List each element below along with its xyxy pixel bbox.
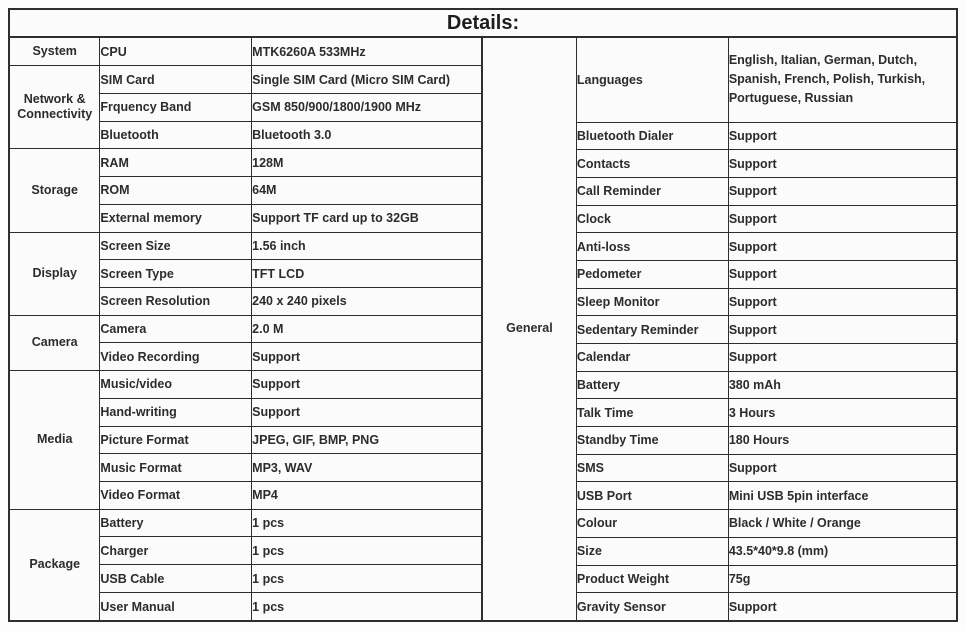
- spec-label: ROM: [100, 177, 252, 205]
- table-row: [10, 149, 482, 177]
- spec-label: Picture Format: [100, 426, 252, 454]
- spec-value: 1.56 inch: [252, 232, 482, 260]
- spec-label: Frquency Band: [100, 93, 252, 121]
- category-cell-network: Network & Connectivity: [10, 66, 100, 149]
- spec-value: Support: [252, 398, 482, 426]
- spec-value: MP3, WAV: [252, 454, 482, 482]
- spec-value: TFT LCD: [252, 260, 482, 288]
- spec-label: Screen Type: [100, 260, 252, 288]
- spec-label: SIM Card: [100, 66, 252, 94]
- spec-label: Bluetooth Dialer: [576, 122, 728, 150]
- spec-value: Single SIM Card (Micro SIM Card): [252, 66, 482, 94]
- spec-value: Bluetooth 3.0: [252, 121, 482, 149]
- spec-value: 2.0 M: [252, 315, 482, 343]
- spec-value: MTK6260A 533MHz: [252, 38, 482, 66]
- spec-label: RAM: [100, 149, 252, 177]
- spec-label: Bluetooth: [100, 121, 252, 149]
- spec-label: Anti-loss: [576, 233, 728, 261]
- spec-value: Support: [728, 288, 956, 316]
- spec-value: Support: [728, 122, 956, 150]
- spec-value: GSM 850/900/1800/1900 MHz: [252, 93, 482, 121]
- category-cell-media: Media: [10, 371, 100, 510]
- category-cell-package: Package: [10, 509, 100, 620]
- spec-label: Colour: [576, 510, 728, 538]
- category-cell-camera: Camera: [10, 315, 100, 370]
- spec-value: Support: [728, 344, 956, 372]
- table-row: [10, 509, 482, 537]
- spec-label: Hand-writing: [100, 398, 252, 426]
- spec-value: 1 pcs: [252, 509, 482, 537]
- spec-label: Product Weight: [576, 565, 728, 593]
- spec-value: 240 x 240 pixels: [252, 287, 482, 315]
- spec-label: Standby Time: [576, 427, 728, 455]
- spec-value: 75g: [728, 565, 956, 593]
- spec-value: JPEG, GIF, BMP, PNG: [252, 426, 482, 454]
- spec-label: Talk Time: [576, 399, 728, 427]
- table-row: [10, 232, 482, 260]
- spec-label: Sleep Monitor: [576, 288, 728, 316]
- spec-label: Battery: [100, 509, 252, 537]
- spec-value: 3 Hours: [728, 399, 956, 427]
- category-cell-system: System: [10, 38, 100, 66]
- spec-value: 64M: [252, 177, 482, 205]
- left-spec-table: [10, 38, 482, 621]
- spec-value: 1 pcs: [252, 565, 482, 593]
- spec-value: Support: [252, 343, 482, 371]
- spec-value: 380 mAh: [728, 371, 956, 399]
- spec-value: Black / White / Orange: [728, 510, 956, 538]
- spec-value: Support: [728, 316, 956, 344]
- category-cell-display: Display: [10, 232, 100, 315]
- spec-label: Charger: [100, 537, 252, 565]
- spec-label: Camera: [100, 315, 252, 343]
- spec-label: Music Format: [100, 454, 252, 482]
- spec-label: External memory: [100, 204, 252, 232]
- spec-value: Support: [252, 371, 482, 399]
- spec-value: English, Italian, German, Dutch, Spanish, French, Polish, Turkish, Portuguese, Russian: [728, 38, 956, 122]
- spec-label: Music/video: [100, 371, 252, 399]
- spec-label: Screen Resolution: [100, 287, 252, 315]
- spec-value: Support: [728, 260, 956, 288]
- spec-value: 43.5*40*9.8 (mm): [728, 537, 956, 565]
- spec-sheet-frame: [8, 8, 958, 622]
- spec-label: Clock: [576, 205, 728, 233]
- table-row: [10, 315, 482, 343]
- spec-label: Languages: [576, 38, 728, 122]
- spec-value: Support TF card up to 32GB: [252, 204, 482, 232]
- spec-label: Battery: [576, 371, 728, 399]
- table-row: [10, 371, 482, 399]
- spec-label: Call Reminder: [576, 177, 728, 205]
- spec-value: Support: [728, 177, 956, 205]
- spec-label: CPU: [100, 38, 252, 66]
- spec-label: USB Cable: [100, 565, 252, 593]
- spec-label: Sedentary Reminder: [576, 316, 728, 344]
- spec-label: Gravity Sensor: [576, 593, 728, 621]
- table-row: [483, 38, 957, 122]
- spec-label: Pedometer: [576, 260, 728, 288]
- right-spec-table: [482, 38, 956, 621]
- table-row: [10, 38, 482, 66]
- spec-label: Contacts: [576, 150, 728, 178]
- page-title: Details:: [10, 10, 956, 38]
- spec-label: USB Port: [576, 482, 728, 510]
- spec-label: Video Recording: [100, 343, 252, 371]
- spec-tables-container: [10, 38, 956, 621]
- category-cell-storage: Storage: [10, 149, 100, 232]
- spec-label: Size: [576, 537, 728, 565]
- spec-value: Support: [728, 454, 956, 482]
- spec-value: Support: [728, 233, 956, 261]
- category-cell-general: General: [483, 38, 577, 620]
- spec-value: MP4: [252, 482, 482, 510]
- spec-label: Video Format: [100, 482, 252, 510]
- spec-label: User Manual: [100, 592, 252, 620]
- spec-value: Support: [728, 205, 956, 233]
- spec-value: 180 Hours: [728, 427, 956, 455]
- spec-label: Calendar: [576, 344, 728, 372]
- spec-value: 1 pcs: [252, 592, 482, 620]
- spec-value: Support: [728, 593, 956, 621]
- spec-value: 128M: [252, 149, 482, 177]
- spec-value: 1 pcs: [252, 537, 482, 565]
- table-row: [10, 66, 482, 94]
- spec-value: Mini USB 5pin interface: [728, 482, 956, 510]
- spec-label: SMS: [576, 454, 728, 482]
- spec-label: Screen Size: [100, 232, 252, 260]
- spec-value: Support: [728, 150, 956, 178]
